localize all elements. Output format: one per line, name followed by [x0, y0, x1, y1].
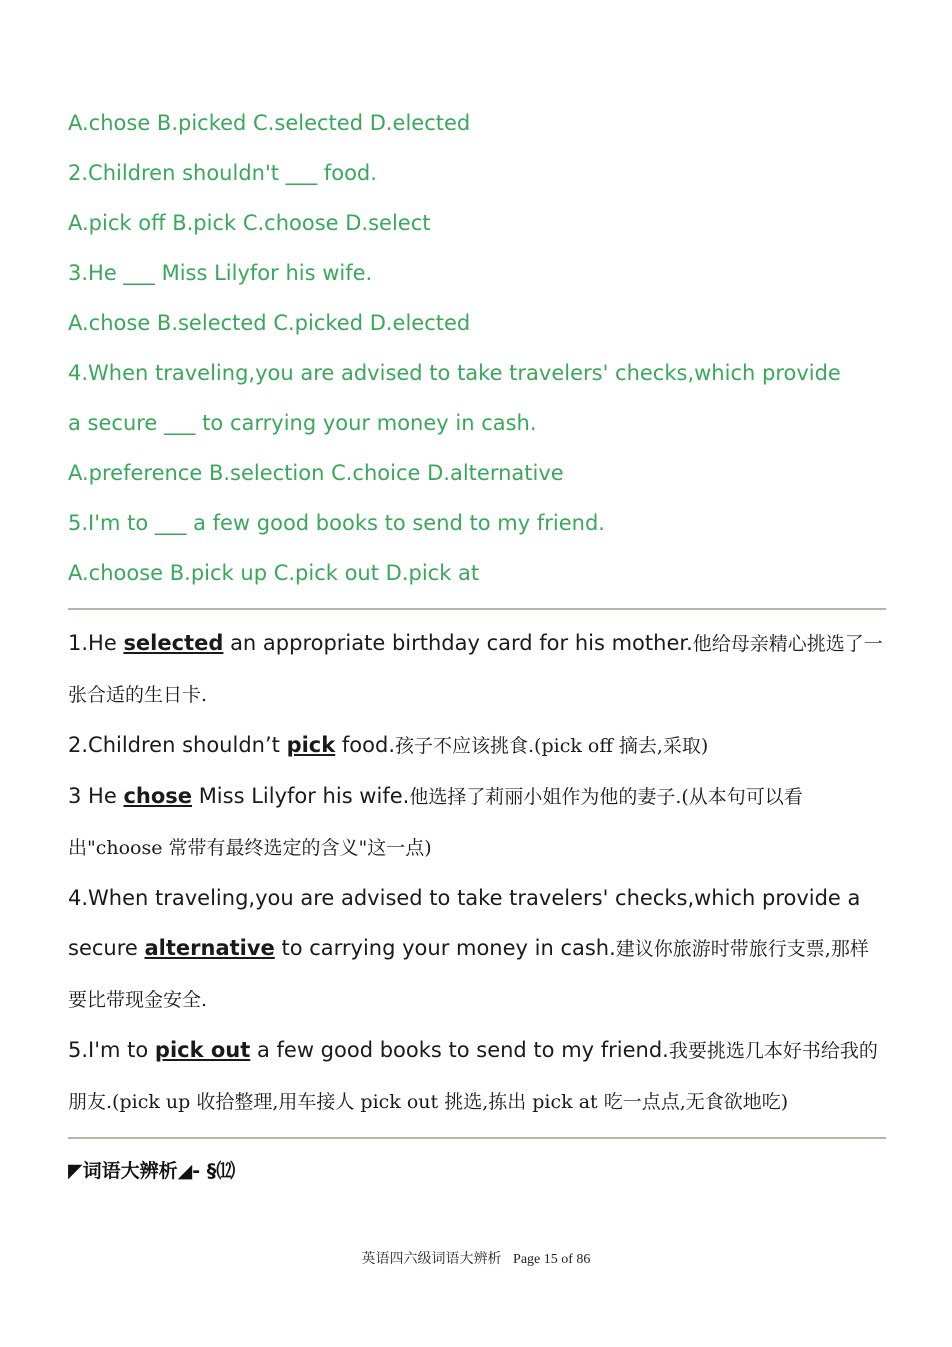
- answer-text: an appropriate birthday card for his mother.: [223, 631, 693, 655]
- answer-translation: 孩子不应该挑食.(pick off 摘去,采取): [395, 735, 709, 757]
- answer-keyword: pick out: [154, 1038, 251, 1062]
- answer-translation: 我要挑选几本好书给我的朋友.(pick up 收拾整理,用车接人 pick out 挑选,拣出 pick at 吃一点点,无食欲地吃): [68, 1040, 878, 1113]
- document-page: [68, 98, 886, 1189]
- question-line: A.chose B.picked C.selected D.elected: [68, 111, 471, 135]
- answer-keyword: selected: [123, 631, 224, 655]
- page-footer: [0, 1248, 952, 1268]
- answer-3: [68, 771, 886, 873]
- footer-page-number: Page 15 of 86: [513, 1252, 591, 1267]
- answer-text: to carrying your money in cash.: [274, 936, 616, 960]
- answer-4: [68, 873, 886, 1025]
- question-line: 3.He ___ Miss Lilyfor his wife.: [68, 261, 373, 285]
- answer-keyword: pick: [286, 733, 336, 757]
- answer-2: [68, 720, 886, 771]
- question-line: A.choose B.pick up C.pick out D.pick at: [68, 561, 480, 585]
- answer-keyword: chose: [123, 784, 193, 808]
- answer-1: [68, 618, 886, 720]
- divider: [68, 608, 886, 610]
- answer-5: [68, 1025, 886, 1127]
- answer-text: food.: [335, 733, 395, 757]
- answer-text: 4.When traveling,you are advised to take travelers' checks,which provide a secure: [68, 886, 861, 960]
- answer-keyword: alternative: [144, 936, 275, 960]
- answer-text: Miss Lilyfor his wife.: [192, 784, 410, 808]
- answer-translation: 建议你旅游时带旅行支票,那样要比带现金安全.: [68, 938, 869, 1011]
- question-line: A.chose B.selected C.picked D.elected: [68, 311, 471, 335]
- answer-text: 1.He: [68, 631, 124, 655]
- question-line: 5.I'm to ___ a few good books to send to my friend.: [68, 511, 605, 535]
- answer-translation: 他给母亲精心挑选了一张合适的生日卡.: [68, 633, 883, 706]
- question-line: A.pick off B.pick C.choose D.select: [68, 211, 431, 235]
- section-title: ◤词语大辨析◢- §⑿: [68, 1160, 236, 1182]
- answer-text: 2.Children shouldn’t: [68, 733, 287, 757]
- question-line: 4.When traveling,you are advised to take travelers' checks,which provide: [68, 361, 841, 385]
- footer-doc-title: 英语四六级词语大辨析: [361, 1252, 502, 1267]
- answer-text: a few good books to send to my friend.: [250, 1038, 669, 1062]
- divider: [68, 1137, 886, 1139]
- question-line: 2.Children shouldn't ___ food.: [68, 161, 377, 185]
- question-line: a secure ___ to carrying your money in cash.: [68, 411, 537, 435]
- answer-text: 5.I'm to: [68, 1038, 155, 1062]
- question-line: A.preference B.selection C.choice D.alternative: [68, 461, 564, 485]
- answer-translation: 他选择了莉丽小姐作为他的妻子.(从本句可以看出"choose 常带有最终选定的含义"这一点): [68, 786, 803, 859]
- answer-text: 3 He: [68, 784, 124, 808]
